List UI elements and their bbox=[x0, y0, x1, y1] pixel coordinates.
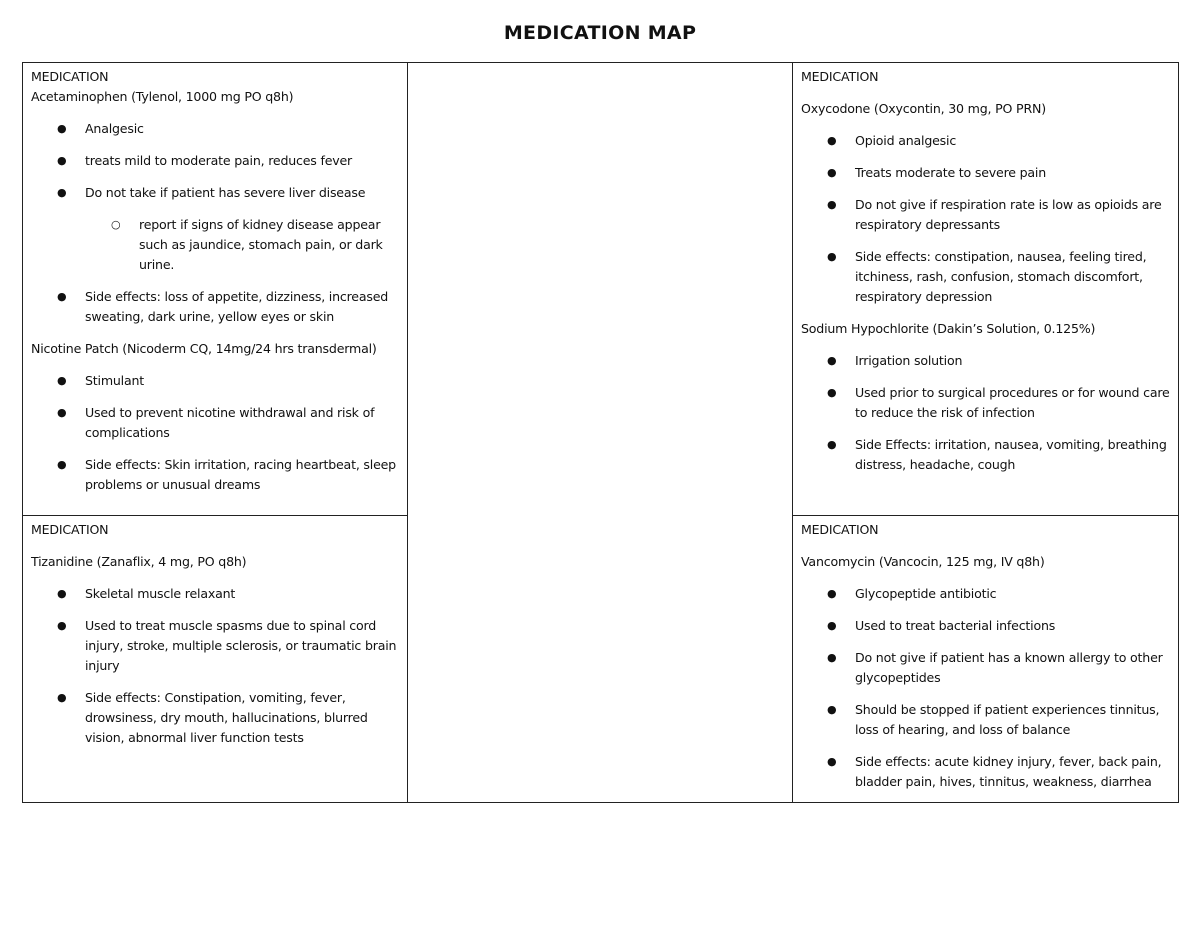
list-item: ● Side effects: Skin irritation, racing heartbeat, sleep problems or unusual dreams bbox=[57, 457, 396, 492]
cell-top-left bbox=[23, 63, 408, 516]
bullet-icon: ● bbox=[827, 166, 837, 179]
list-item: ● Irrigation solution bbox=[801, 351, 1170, 371]
bullet-icon: ● bbox=[57, 290, 67, 303]
bullet-icon: ● bbox=[57, 458, 67, 471]
list-item: ● Side effects: acute kidney injury, fever, back pain, bladder pain, hives, tinnitus, weakness, diarrhea bbox=[827, 754, 1162, 789]
cell-heading: MEDICATION bbox=[801, 69, 879, 84]
bullet-icon: ● bbox=[57, 122, 67, 135]
sub-bullet-list bbox=[85, 215, 399, 275]
list-item: ● treats mild to moderate pain, reduces fever bbox=[31, 151, 399, 171]
list-item: ● Side effects: Constipation, vomiting, fever, drowsiness, dry mouth, hallucinations, blurred vision, abnormal liver function tests bbox=[57, 690, 368, 745]
list-item: ● Used prior to surgical procedures or for wound care to reduce the risk of infection bbox=[827, 385, 1170, 420]
drug-name-nicotine-patch: Nicotine Patch (Nicoderm CQ, 14mg/24 hrs transdermal) bbox=[31, 341, 377, 356]
drug-name-acetaminophen: Acetaminophen (Tylenol, 1000 mg PO q8h) bbox=[31, 89, 294, 104]
bullet-icon: ● bbox=[57, 691, 67, 704]
drug-name-sodium-hypochlorite: Sodium Hypochlorite (Dakin’s Solution, 0.125%) bbox=[801, 321, 1096, 336]
bullet-icon: ● bbox=[57, 374, 67, 387]
bullet-icon: ● bbox=[827, 619, 837, 632]
cell-heading: MEDICATION bbox=[31, 69, 109, 84]
cell-heading: MEDICATION bbox=[801, 522, 879, 537]
bullet-icon: ● bbox=[57, 406, 67, 419]
bullet-icon: ● bbox=[827, 354, 837, 367]
cell-bottom-right bbox=[793, 516, 1179, 803]
list-item: ● Should be stopped if patient experiences tinnitus, loss of hearing, and loss of balance bbox=[827, 702, 1160, 737]
list-item: ● Side Effects: irritation, nausea, vomiting, breathing distress, headache, cough bbox=[827, 437, 1167, 472]
bullet-icon: ● bbox=[57, 587, 67, 600]
bullet-list bbox=[31, 584, 399, 748]
list-item: ● Opioid analgesic bbox=[801, 131, 1170, 151]
bullet-icon: ● bbox=[827, 386, 837, 399]
list-item: ● Glycopeptide antibiotic bbox=[801, 584, 1170, 604]
medication-map-table bbox=[22, 62, 1179, 803]
bullet-list bbox=[801, 351, 1170, 475]
bullet-icon: ● bbox=[57, 154, 67, 167]
bullet-icon: ● bbox=[827, 587, 837, 600]
list-item: ● Do not give if respiration rate is low as opioids are respiratory depressants bbox=[827, 197, 1162, 232]
page-title: MEDICATION MAP bbox=[503, 22, 697, 44]
bullet-icon: ● bbox=[827, 651, 837, 664]
bullet-icon: ● bbox=[57, 186, 67, 199]
bullet-icon: ● bbox=[827, 755, 837, 768]
list-item: ● Analgesic bbox=[31, 119, 399, 139]
list-item: ● Used to prevent nicotine withdrawal and risk of complications bbox=[57, 405, 375, 440]
cell-heading: MEDICATION bbox=[31, 522, 109, 537]
bullet-icon: ● bbox=[827, 250, 837, 263]
bullet-list bbox=[31, 119, 399, 327]
bullet-icon: ● bbox=[57, 619, 67, 632]
list-item: ● Used to treat bacterial infections bbox=[801, 616, 1170, 636]
list-item: ● Treats moderate to severe pain bbox=[801, 163, 1170, 183]
drug-name-vancomycin: Vancomycin (Vancocin, 125 mg, IV q8h) bbox=[801, 554, 1045, 569]
hollow-bullet-icon: ○ bbox=[111, 218, 121, 231]
cell-bottom-left bbox=[23, 516, 408, 803]
list-item: ● Do not give if patient has a known allergy to other glycopeptides bbox=[827, 650, 1163, 685]
drug-name-tizanidine: Tizanidine (Zanaflix, 4 mg, PO q8h) bbox=[31, 554, 247, 569]
bullet-icon: ● bbox=[827, 438, 837, 451]
bullet-icon: ● bbox=[827, 198, 837, 211]
list-item: ● Do not take if patient has severe liver disease ○ report if signs of kidney disease appear such as jaundice, stomach pain, or dark urine. bbox=[31, 183, 399, 275]
list-item: ● Side effects: constipation, nausea, feeling tired, itchiness, rash, confusion, stomach discomfort, respiratory depression bbox=[827, 249, 1147, 304]
list-item: ● Skeletal muscle relaxant bbox=[31, 584, 399, 604]
bullet-list bbox=[801, 131, 1170, 307]
list-item: ● Stimulant bbox=[31, 371, 399, 391]
cell-top-right bbox=[793, 63, 1179, 516]
bullet-list bbox=[801, 584, 1170, 792]
list-item: ● Used to treat muscle spasms due to spinal cord injury, stroke, multiple sclerosis, or traumatic brain injury bbox=[57, 618, 397, 673]
cell-center bbox=[408, 63, 793, 803]
bullet-list bbox=[31, 371, 399, 495]
bullet-icon: ● bbox=[827, 134, 837, 147]
sub-list-item: ○ report if signs of kidney disease appear such as jaundice, stomach pain, or dark urine. bbox=[111, 217, 383, 272]
bullet-icon: ● bbox=[827, 703, 837, 716]
drug-name-oxycodone: Oxycodone (Oxycontin, 30 mg, PO PRN) bbox=[801, 101, 1046, 116]
list-item: ● Side effects: loss of appetite, dizziness, increased sweating, dark urine, yellow eyes or skin bbox=[57, 289, 389, 324]
